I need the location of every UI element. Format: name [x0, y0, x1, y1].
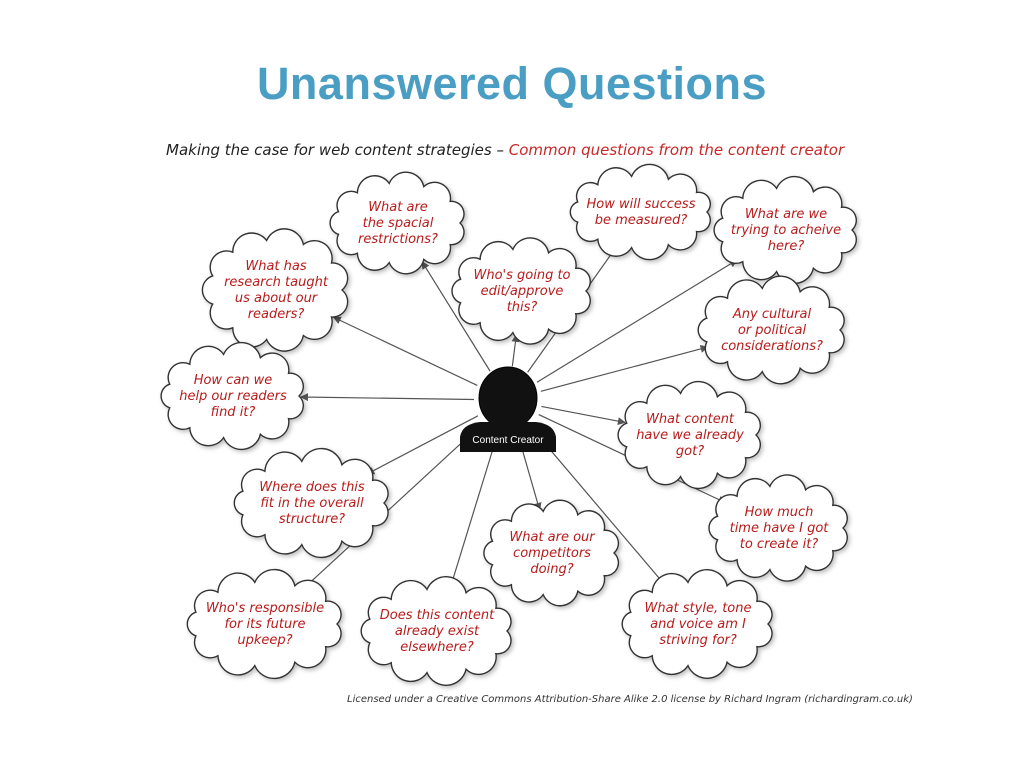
arrow-to-content	[541, 406, 624, 422]
question-text-line: Does this content	[379, 608, 495, 623]
question-text-line: got?	[675, 444, 705, 459]
question-text-line: have we already	[636, 428, 744, 443]
question-text-line: How will success	[586, 197, 696, 212]
question-cloud-content	[618, 382, 760, 489]
question-text-line: What style, tone	[644, 601, 752, 616]
question-text-line: Any cultural	[732, 307, 812, 322]
question-text-line: research taught	[224, 275, 328, 290]
question-text-line: How can we	[193, 373, 273, 388]
arrow-to-find	[301, 397, 474, 400]
center-label: Content Creator	[472, 435, 544, 446]
subtitle-lead: Making the case for web content strategies	[166, 141, 492, 159]
question-text-line: the spacial	[362, 216, 434, 231]
person-head-icon	[479, 367, 537, 429]
question-text-line: this?	[506, 300, 538, 315]
question-text-line: What are	[368, 200, 428, 215]
question-cloud-success	[570, 164, 710, 259]
question-text-line: trying to acheive	[730, 223, 842, 238]
question-cloud-upkeep	[187, 570, 341, 679]
question-text-line: already exist	[394, 624, 480, 639]
slide-title: Unanswered Questions	[256, 58, 768, 109]
question-text-line: edit/approve	[480, 284, 564, 299]
question-text-line: help our readers	[179, 389, 287, 404]
question-cloud-acheive	[714, 177, 856, 284]
question-text-line: to create it?	[739, 537, 819, 552]
question-cloud-style	[622, 570, 772, 679]
question-cloud-spacial	[330, 172, 464, 274]
question-text-line: structure?	[278, 512, 346, 527]
question-cloud-structure	[234, 449, 388, 558]
question-cloud-edit	[452, 238, 590, 344]
arrow-to-research	[334, 317, 478, 385]
question-text-line: Who's responsible	[205, 601, 325, 616]
question-cloud-competitors	[484, 500, 618, 605]
arrow-to-edit	[512, 335, 516, 366]
question-text-line: be measured?	[594, 213, 688, 228]
question-text-line: time have I got	[729, 521, 829, 536]
question-text-line: competitors	[513, 546, 591, 561]
question-cloud-find	[161, 343, 303, 450]
question-text-line: upkeep?	[237, 633, 293, 648]
question-text-line: fit in the overall	[260, 496, 364, 511]
cloud-shape	[202, 229, 347, 351]
question-text-line: What has	[245, 259, 307, 274]
question-text-line: How much	[744, 505, 814, 520]
question-cloud-exist	[361, 577, 511, 686]
question-text-line: What content	[645, 412, 735, 427]
question-text-line: readers?	[247, 307, 305, 322]
question-text-line: and voice am I	[650, 617, 746, 632]
question-text-line: restrictions?	[358, 232, 438, 247]
arrow-to-cultural	[541, 347, 708, 391]
question-text-line: striving for?	[659, 633, 737, 648]
question-cloud-time	[709, 475, 847, 581]
question-text-line: here?	[767, 239, 805, 254]
question-text-line: for its future	[224, 617, 306, 632]
question-text-line: find it?	[210, 405, 256, 420]
question-cloud-research	[202, 229, 347, 351]
question-text-line: Who's going to	[473, 268, 571, 283]
subtitle-separator: –	[491, 141, 509, 159]
question-text-line: or political	[737, 323, 807, 338]
question-text-line: elsewhere?	[400, 640, 474, 655]
license-text: Licensed under a Creative Commons Attribution-Share Alike 2.0 license by Richard Ingram (richardingram.co.uk)	[347, 694, 913, 705]
question-text-line: What are our	[509, 530, 595, 545]
question-text-line: Where does this	[259, 480, 365, 495]
question-text-line: doing?	[530, 562, 574, 577]
question-text-line: What are we	[744, 207, 828, 222]
subtitle-tail: Common questions from the content creator	[508, 141, 845, 159]
question-text-line: us about our	[234, 291, 318, 306]
cloud-shape	[570, 164, 710, 259]
question-cloud-cultural	[698, 276, 844, 384]
question-text-line: considerations?	[721, 339, 823, 354]
